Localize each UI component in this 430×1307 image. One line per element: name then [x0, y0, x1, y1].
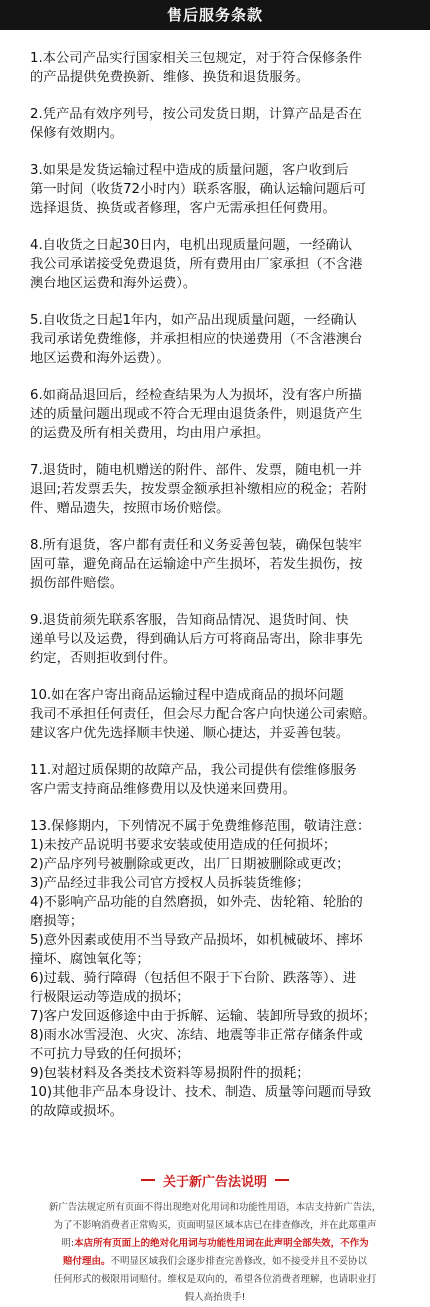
clause-11: 11.对超过质保期的故障产品，我公司提供有偿维修服务 客户需支持商品维修费用以及快递来回费用。: [30, 763, 357, 797]
page-header: [0, 0, 430, 30]
clause-13-exclusions: 13.保修期内，下列情况不属于免费维修范围，敬请注意： 1)未按产品说明书要求安装或使用造成的任何损坏； 2)产品序列号被删除或更改，出厂日期被删除或更改； 3)产品经过非我公司官方授权人员拆装货维修； 4)不影响产品功能的自然磨损，如外壳、齿轮箱、轮胎的 磨损等； 5)意外因素或使用不当导致产品损坏，如机械破坏、摔坏 撞坏、腐蚀氧化等； 6)过载、骑行障碍（包括但不限于下台阶、跌落等）、进 行极限运动等造成的损坏； 7)客户发回返修途中由于拆解、运输、装卸所导致的损坏； 8)雨水冰雪浸泡、火灾、冻结、地震等非正常存储条件或 不可抗力导致的任何损坏； 9)包装材料及各类技术资料等易损附件的损耗； 10)其他非产品本身设计、技术、制造、质量等问题而导致 的故障或损坏。: [30, 819, 377, 1119]
clause-6: 6.如商品退回后，经检查结果为人为损坏，没有客户所描 述的质量问题出现或不符合无理由退货条件，则退货产生 的运费及所有相关费用，均由用户承担。: [30, 388, 363, 441]
notice-line-6: 假人高抬贵手!: [184, 1292, 246, 1303]
notice-line-1: 新广告法规定所有页面不得出现绝对化用词和功能性用语，本店支持新广告法，: [48, 1202, 382, 1213]
notice-title: 关于新广告法说明: [162, 1174, 267, 1190]
clause-8: 8.所有退货，客户都有责任和义务妥善包装，确保包装牢 固可靠，避免商品在运输途中产生损坏，若发生损伤，按 损伤部件赔偿。: [30, 538, 363, 591]
notice-body: [20, 1199, 410, 1307]
notice-line-3-prefix: 明:: [61, 1238, 75, 1249]
clause-9: 9.退货前须先联系客服，告知商品情况、退货时间、快 递单号以及运费，得到确认后方可将商品寄出，除非事先 约定，否则拒收到付件。: [30, 613, 363, 666]
clause-7: 7.退货时，随电机赠送的附件、部件、发票，随电机一并 退回;若发票丢失，按发票金额承担补缴相应的税金；若附 件、赠品遗失，按照市场价赔偿。: [30, 463, 367, 516]
clause-5: 5.自收货之日起1年内，如产品出现质量问题，一经确认 我司承诺免费维修，并承担相应的快递费用（不含港澳台 地区运费和海外运费）。: [30, 313, 363, 366]
heading-dash-left: [141, 1179, 155, 1181]
notice-line-5: 任何形式的极限用词赔付。维权是双向的，希望各位消费者理解，也请职业打: [53, 1274, 377, 1285]
terms-list: [0, 30, 430, 1121]
heading-dash-right: [275, 1179, 289, 1181]
notice-disclaimer-highlight: 本店所有页面上的绝对化用词与功能性用词在此声明全部失效，不作为: [74, 1238, 369, 1249]
notice-line-2: 为了不影响消费者正常购买，页面明显区域本店已在排查修改，并在此郑重声: [53, 1220, 377, 1231]
ad-law-notice: [0, 1171, 430, 1307]
clause-10: 10.如在客户寄出商品运输过程中造成商品的损坏问题 我司不承担任何责任，但会尽力配合客户向快递公司索赔。 建议客户优先选择顺丰快递、顺心捷达，并妥善包装。: [30, 688, 376, 741]
clause-1: 1.本公司产品实行国家相关三包规定，对于符合保修条件 的产品提供免费换新、维修、换货和退货服务。: [30, 51, 362, 85]
clause-3: 3.如果是发货运输过程中造成的质量问题，客户收到后 第一时间（收货72小时内）联系客服，确认运输问题后可 选择退货、换货或者修理，客户无需承担任何费用。: [30, 163, 367, 216]
notice-disclaimer-highlight-end: 赔付理由。: [62, 1256, 111, 1267]
clause-2: 2.凭产品有效序列号，按公司发货日期，计算产品是否在 保修有效期内。: [30, 107, 362, 141]
notice-heading: [0, 1171, 430, 1189]
clause-4: 4.自收货之日起30日内，电机出现质量问题，一经确认 我公司承诺接受免费退货，所有费用由厂家承担（不含港 澳台地区运费和海外运费）。: [30, 238, 363, 291]
notice-line-4: 不明显区域我们会逐步排查完善修改，如不接受并且不妥协以: [110, 1256, 368, 1267]
page-title: 售后服务条款: [166, 6, 263, 24]
